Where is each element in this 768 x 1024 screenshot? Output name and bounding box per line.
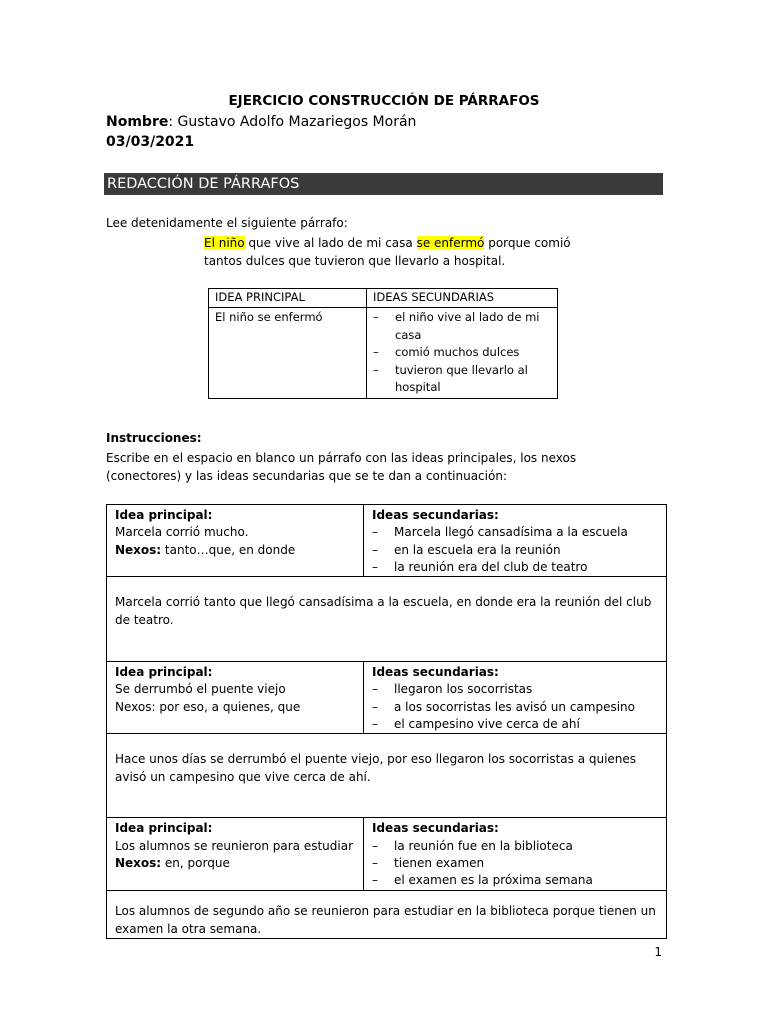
intro-text: Lee detenidamente el siguiente párrafo: (106, 216, 348, 230)
document-date: 03/03/2021 (106, 134, 195, 150)
exercise-2-answer-row (107, 734, 667, 818)
section-heading: REDACCIÓN DE PÁRRAFOS (104, 173, 663, 195)
main-idea-text: Se derrumbó el puente viejo (115, 682, 286, 697)
student-name: Gustavo Adolfo Mazariegos Morán (177, 114, 417, 130)
secondary-ideas-label: Ideas secundarias: (372, 821, 499, 836)
page-number: 1 (654, 945, 662, 959)
nexos-text: en, porque (161, 855, 230, 870)
list-item: – en la escuela era la reunión (372, 542, 660, 559)
exercise-1-answer-row (107, 577, 667, 662)
exercise-2-answer[interactable]: Hace unos días se derrumbó el puente viejo, por eso llegaron los socorristas a quienes avisó un campesino que vive cerca de ahí. (107, 734, 667, 818)
secondary-ideas-label: Ideas secundarias: (372, 508, 499, 522)
exercise-3-answer[interactable]: Los alumnos de segundo año se reunieron para estudiar en la biblioteca porque tienen un examen la otra semana. (107, 890, 667, 938)
example-ideas-table (208, 288, 558, 399)
exercise-2-main-cell (107, 662, 364, 734)
main-idea-label: Idea principal: (115, 508, 213, 522)
example-main-idea: El niño se enfermó (209, 308, 367, 399)
nexos-text: tanto…que, en donde (161, 542, 296, 557)
list-item: – Marcela llegó cansadísima a la escuela (372, 524, 660, 541)
list-item: – el niño vive al lado de mi casa (373, 309, 551, 344)
instructions-heading: Instrucciones: (106, 431, 202, 445)
exercise-3-answer-row (107, 890, 667, 938)
highlight-main-subject: El niño (204, 236, 245, 250)
example-paragraph (204, 234, 584, 270)
exercise-2-ideas-row (107, 662, 667, 734)
main-idea-text: Marcela corrió mucho. (115, 525, 249, 540)
student-name-line: Nombre: Gustavo Adolfo Mazariegos Morán (106, 114, 417, 130)
example-text-2: porque comió tantos dulces que tuvieron que llevarlo a hospital. (204, 236, 571, 268)
header-main-idea: IDEA PRINCIPAL (209, 289, 367, 308)
main-idea-label: Idea principal: (115, 821, 213, 836)
header-secondary-ideas: IDEAS SECUNDARIAS (367, 289, 558, 308)
nexos-line (115, 855, 357, 872)
exercise-table (106, 504, 667, 939)
exercise-3-secondary-cell (364, 818, 667, 890)
secondary-ideas-list (372, 524, 660, 576)
nexos-line (115, 542, 357, 559)
list-item: – la reunión era del club de teatro (372, 559, 660, 576)
nexos-line: Nexos: por eso, a quienes, que (115, 699, 301, 714)
list-item: – tuvieron que llevarlo al hospital (373, 362, 551, 397)
exercise-3-main-cell (107, 818, 364, 890)
exercise-3-ideas-row (107, 818, 667, 890)
nexos-label: Nexos: (115, 542, 162, 557)
exercise-1-ideas-row (107, 505, 667, 577)
name-label: Nombre (106, 114, 169, 130)
exercise-2-secondary-cell (364, 662, 667, 734)
main-idea-label: Idea principal: (115, 665, 213, 680)
example-secondary-list (373, 309, 551, 397)
exercise-1-answer[interactable]: Marcela corrió tanto que llegó cansadísima a la escuela, en donde era la reunión del club de teatro. (107, 577, 667, 662)
nexos-label: Nexos: (115, 855, 162, 870)
exercise-1-main-cell (107, 505, 364, 577)
instructions-text: Escribe en el espacio en blanco un párrafo con las ideas principales, los nexos (conectores) y las ideas secundarias que se te dan a continuación: (106, 451, 577, 483)
main-idea-text: Los alumnos se reunieron para estudiar (115, 838, 353, 853)
document-title: EJERCICIO CONSTRUCCIÓN DE PÁRRAFOS (228, 93, 540, 109)
list-item: – la reunión fue en la biblioteca (372, 838, 660, 855)
secondary-ideas-list (372, 681, 660, 733)
exercise-1-secondary-cell (364, 505, 667, 577)
example-secondary-cell (367, 308, 558, 399)
list-item: – el examen es la próxima semana (372, 872, 660, 889)
highlight-main-verb: se enfermó (416, 236, 485, 250)
list-item: – a los socorristas les avisó un campesino (372, 699, 660, 716)
secondary-ideas-label: Ideas secundarias: (372, 665, 499, 680)
list-item: – tienen examen (372, 855, 660, 872)
list-item: – el campesino vive cerca de ahí (372, 716, 660, 733)
list-item: – llegaron los socorristas (372, 681, 660, 698)
secondary-ideas-list (372, 838, 660, 890)
list-item: – comió muchos dulces (373, 344, 551, 362)
example-text-1: que vive al lado de mi casa (244, 236, 417, 250)
